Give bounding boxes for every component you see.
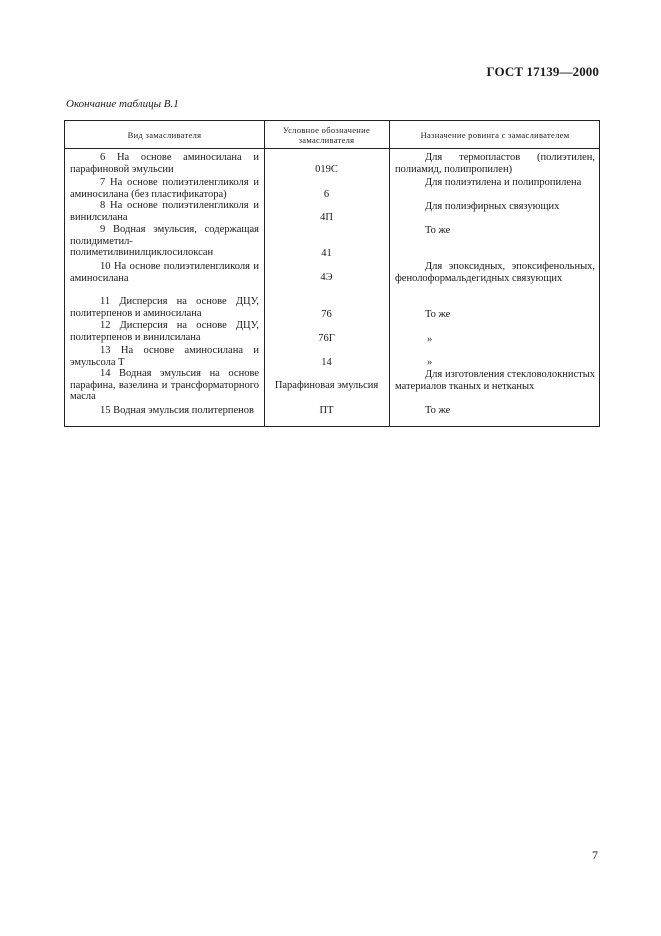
table-row-name: 15 Водная эмульсия политерпенов (100, 405, 254, 416)
table-row-name: 6 На основе аминосилана и парафиновой эмульсии (70, 152, 259, 175)
header-divider (65, 148, 599, 149)
table-row-name: 14 Водная эмульсия на основе парафина, вазелина и трансформаторного масла (70, 368, 259, 403)
table-row-code: 019С (315, 164, 338, 175)
table-row-code: 76Г (318, 333, 335, 344)
table-row-name: 7 На основе полиэтиленгликоля и аминосилана (без пластификатора) (70, 177, 259, 200)
table-row-code: Парафиновая эмульсия (274, 380, 379, 391)
table-row-name: 13 На основе аминосилана и эмульсола Т (70, 345, 259, 368)
table-row-purpose: Для эпоксидных, эпоксифенольных, фенолоформальдегидных связующих (395, 261, 595, 284)
table-row-purpose: То же (425, 405, 451, 416)
table-row-name: 8 На основе полиэтиленгликоля и винилсилана (70, 200, 259, 223)
table-row-purpose: Для термопластов (полиэтилен, полиамид, полипропилен) (395, 152, 595, 175)
table-row-name: 12 Дисперсия на основе ДЦУ, политерпенов и винилсилана (70, 320, 259, 343)
table-row-code: ПТ (319, 405, 334, 416)
table-row-purpose: Для полиэфирных связующих (425, 201, 560, 212)
table-row-purpose: Для полиэтилена и полипропилена (425, 177, 582, 188)
table-caption: Окончание таблицы В.1 (66, 98, 179, 110)
table-row-code: 6 (323, 189, 330, 200)
table-row-purpose: » (427, 357, 433, 368)
column-divider (389, 121, 390, 426)
table-row-purpose: То же (425, 309, 451, 320)
table-row-name: 11 Дисперсия на основе ДЦУ, политерпенов и аминосилана (70, 296, 259, 319)
table-row-purpose: То же (425, 225, 451, 236)
document-header: ГОСТ 17139—2000 (486, 64, 599, 79)
column-header-code: Условное обозначение замасливателя (282, 124, 371, 145)
table-row-code: 76 (321, 309, 332, 320)
table-row-code: 4П (320, 212, 333, 223)
column-header-purpose: Назначение ровинга с замасливателем (420, 129, 570, 140)
table-row-code: 41 (321, 248, 332, 259)
table-row-name: 9 Водная эмульсия, содержащая полидиметил- полиметилвинилциклосилоксан (70, 224, 259, 259)
replacement-table (64, 120, 600, 427)
table-row-purpose: » (427, 334, 433, 345)
page-number: 7 (592, 848, 598, 862)
table-row-code: 4Э (320, 272, 333, 283)
table-row-code: 14 (321, 357, 332, 368)
table-row-purpose: Для изготовления стекловолокнистых материалов тканых и нетканых (395, 369, 595, 392)
column-header-type: Вид замасливателя (127, 129, 202, 140)
table-row-name: 10 На основе полиэтиленгликоля и аминосилана (70, 261, 259, 284)
